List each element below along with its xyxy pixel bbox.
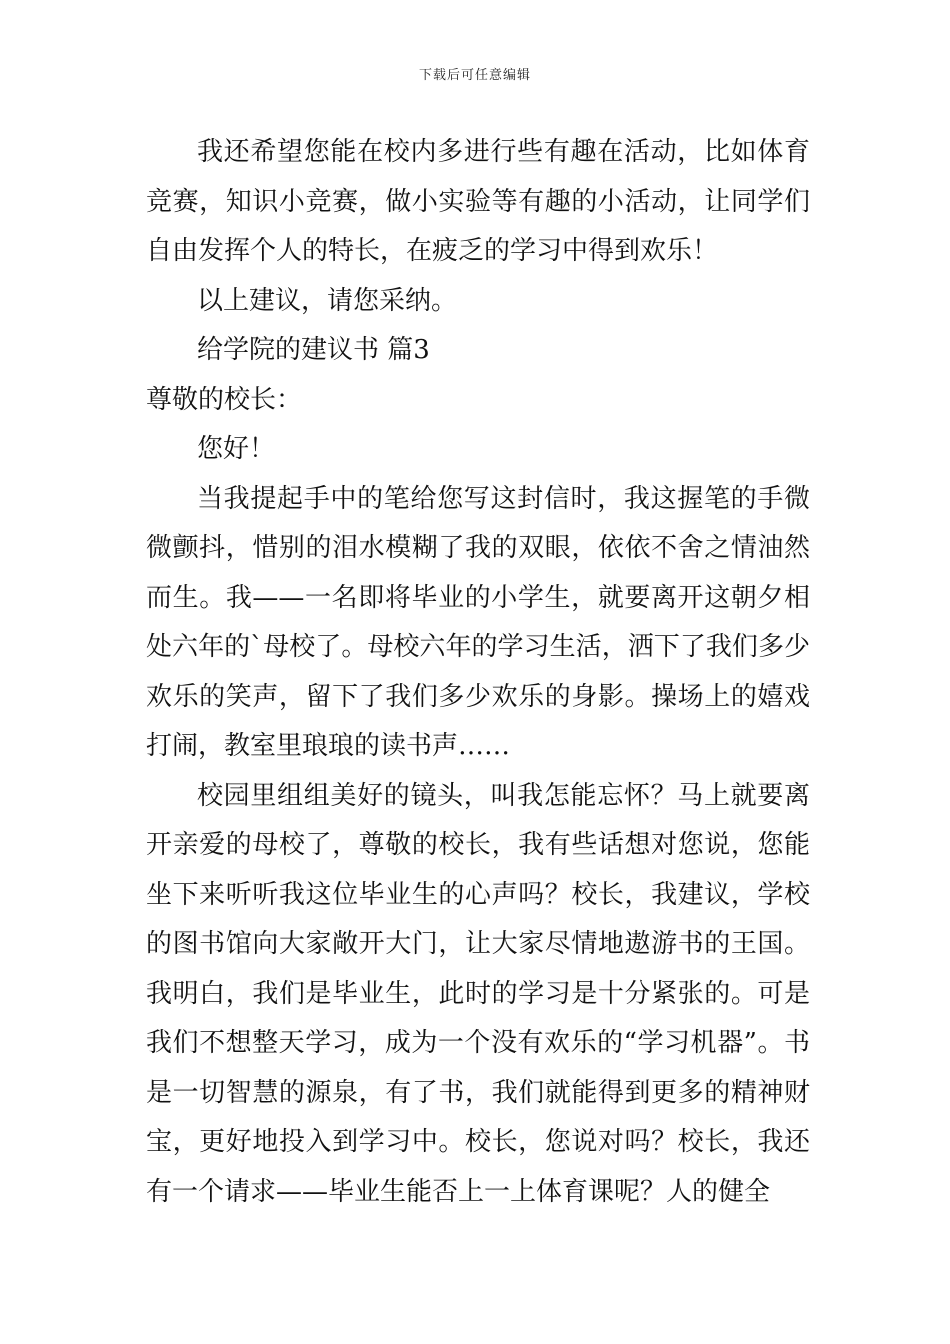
- paragraph-farewell: 当我提起手中的笔给您写这封信时，我这握笔的手微微颤抖，惜别的泪水模糊了我的双眼，依依不舍之情油然而生。我——一名即将毕业的小学生，就要离开这朝夕相处六年的`母校了。母校六年的学习生活，洒下了我们多少欢乐的笑声，留下了我们多少欢乐的身影。操场上的嬉戏打闹，教室里琅琅的读书声……: [146, 483, 810, 761]
- page-header: 下载后可任意编辑: [418, 68, 531, 83]
- paragraph-activities: 我还希望您能在校内多进行些有趣在活动，比如体育竞赛，知识小竞赛，做小实验等有趣的小活动，让同学们自由发挥个人的特长，在疲乏的学习中得到欢乐！: [146, 137, 810, 266]
- paragraph-suggestions: 校园里组组美好的镜头，叫我怎能忘怀？马上就要离开亲爱的母校了，尊敬的校长，我有些话想对您说，您能坐下来听听我这位毕业生的心声吗？校长，我建议，学校的图书馆向大家敞开大门，让大家尽情地遨游书的王国。我明白，我们是毕业生，此时的学习是十分紧张的。可是我们不想整天学习，成为一个没有欢乐的“学习机器”。书是一切智慧的源泉，有了书，我们就能得到更多的精神财宝，更好地投入到学习中。校长，您说对吗？校长，我还有一个请求——毕业生能否上一上体育课呢？人的健全: [146, 780, 810, 1207]
- document-body: [146, 128, 810, 1217]
- salutation: 尊敬的校长：: [146, 384, 303, 415]
- section-heading: 给学院的建议书 篇3: [197, 335, 430, 365]
- greeting: 您好！: [197, 434, 276, 464]
- paragraph-closing: 以上建议，请您采纳。: [197, 285, 458, 316]
